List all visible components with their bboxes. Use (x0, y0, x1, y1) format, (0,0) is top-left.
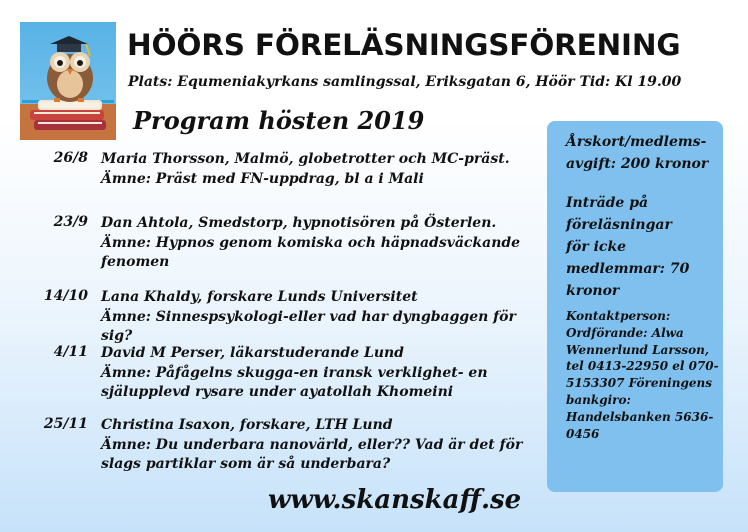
venue-line: Plats: Equmeniakyrkans samlingssal, Eriksgatan 6, Höör Tid: Kl 19.00 (128, 74, 682, 90)
event-speaker: David M Perser, läkarstuderande Lund (101, 345, 404, 361)
event-list (0, 150, 540, 480)
event-body (101, 214, 531, 273)
event-body (101, 344, 531, 403)
page-title: HÖÖRS FÖRELÄSNINGSFÖRENING (127, 28, 681, 62)
entry-fee: Inträde på föreläsningar för icke medlemmar: 70 kronor (566, 195, 690, 299)
event-speaker: Lana Khaldy, forskare Lunds Universitet (101, 289, 418, 305)
info-panel (547, 121, 723, 492)
website-link[interactable]: www.skanskaff.se (268, 485, 522, 515)
event-item (0, 416, 540, 480)
event-body (101, 416, 531, 475)
event-topic: Ämne: Du underbara nanovärld, eller?? Vad är det för slags partiklar som är så underbara? (101, 436, 523, 472)
event-speaker: Dan Ahtola, Smedstorp, hypnotisören på Österlen. (101, 215, 497, 231)
event-topic: Ämne: Påfågelns skugga-en iransk verklighet- en själupplevd rysare under ayatollah Khomeini (101, 364, 488, 400)
event-body (101, 150, 531, 189)
event-topic: Ämne: Hypnos genom komiska och häpnadsväckande fenomen (101, 234, 521, 270)
event-date: 25/11 (43, 416, 88, 432)
membership-fee: Årskort/medlems-avgift: 200 kronor (566, 134, 709, 172)
program-heading: Program hösten 2019 (133, 106, 425, 135)
event-body (101, 288, 531, 347)
event-date: 26/8 (53, 150, 88, 166)
event-topic: Ämne: Sinnespsykologi-eller vad har dyngbaggen för sig? (101, 308, 516, 344)
event-date: 14/10 (43, 288, 88, 304)
event-item (0, 214, 540, 288)
event-item (0, 288, 540, 344)
contact-info: Kontaktperson: Ordförande: Alwa Wennerlund Larsson, tel 0413-22950 el 070-5153307 Föreningens bankgiro: Handelsbanken 5636-0456 (566, 309, 719, 441)
event-speaker: Christina Isaxon, forskare, LTH Lund (101, 417, 393, 433)
owl-on-books-icon (20, 22, 116, 140)
event-item (0, 150, 540, 214)
event-item (0, 344, 540, 416)
event-date: 23/9 (53, 214, 88, 230)
event-date: 4/11 (53, 344, 88, 360)
event-topic: Ämne: Präst med FN-uppdrag, bl a i Mali (101, 170, 424, 187)
event-speaker: Maria Thorsson, Malmö, globetrotter och MC-präst. (101, 151, 510, 167)
